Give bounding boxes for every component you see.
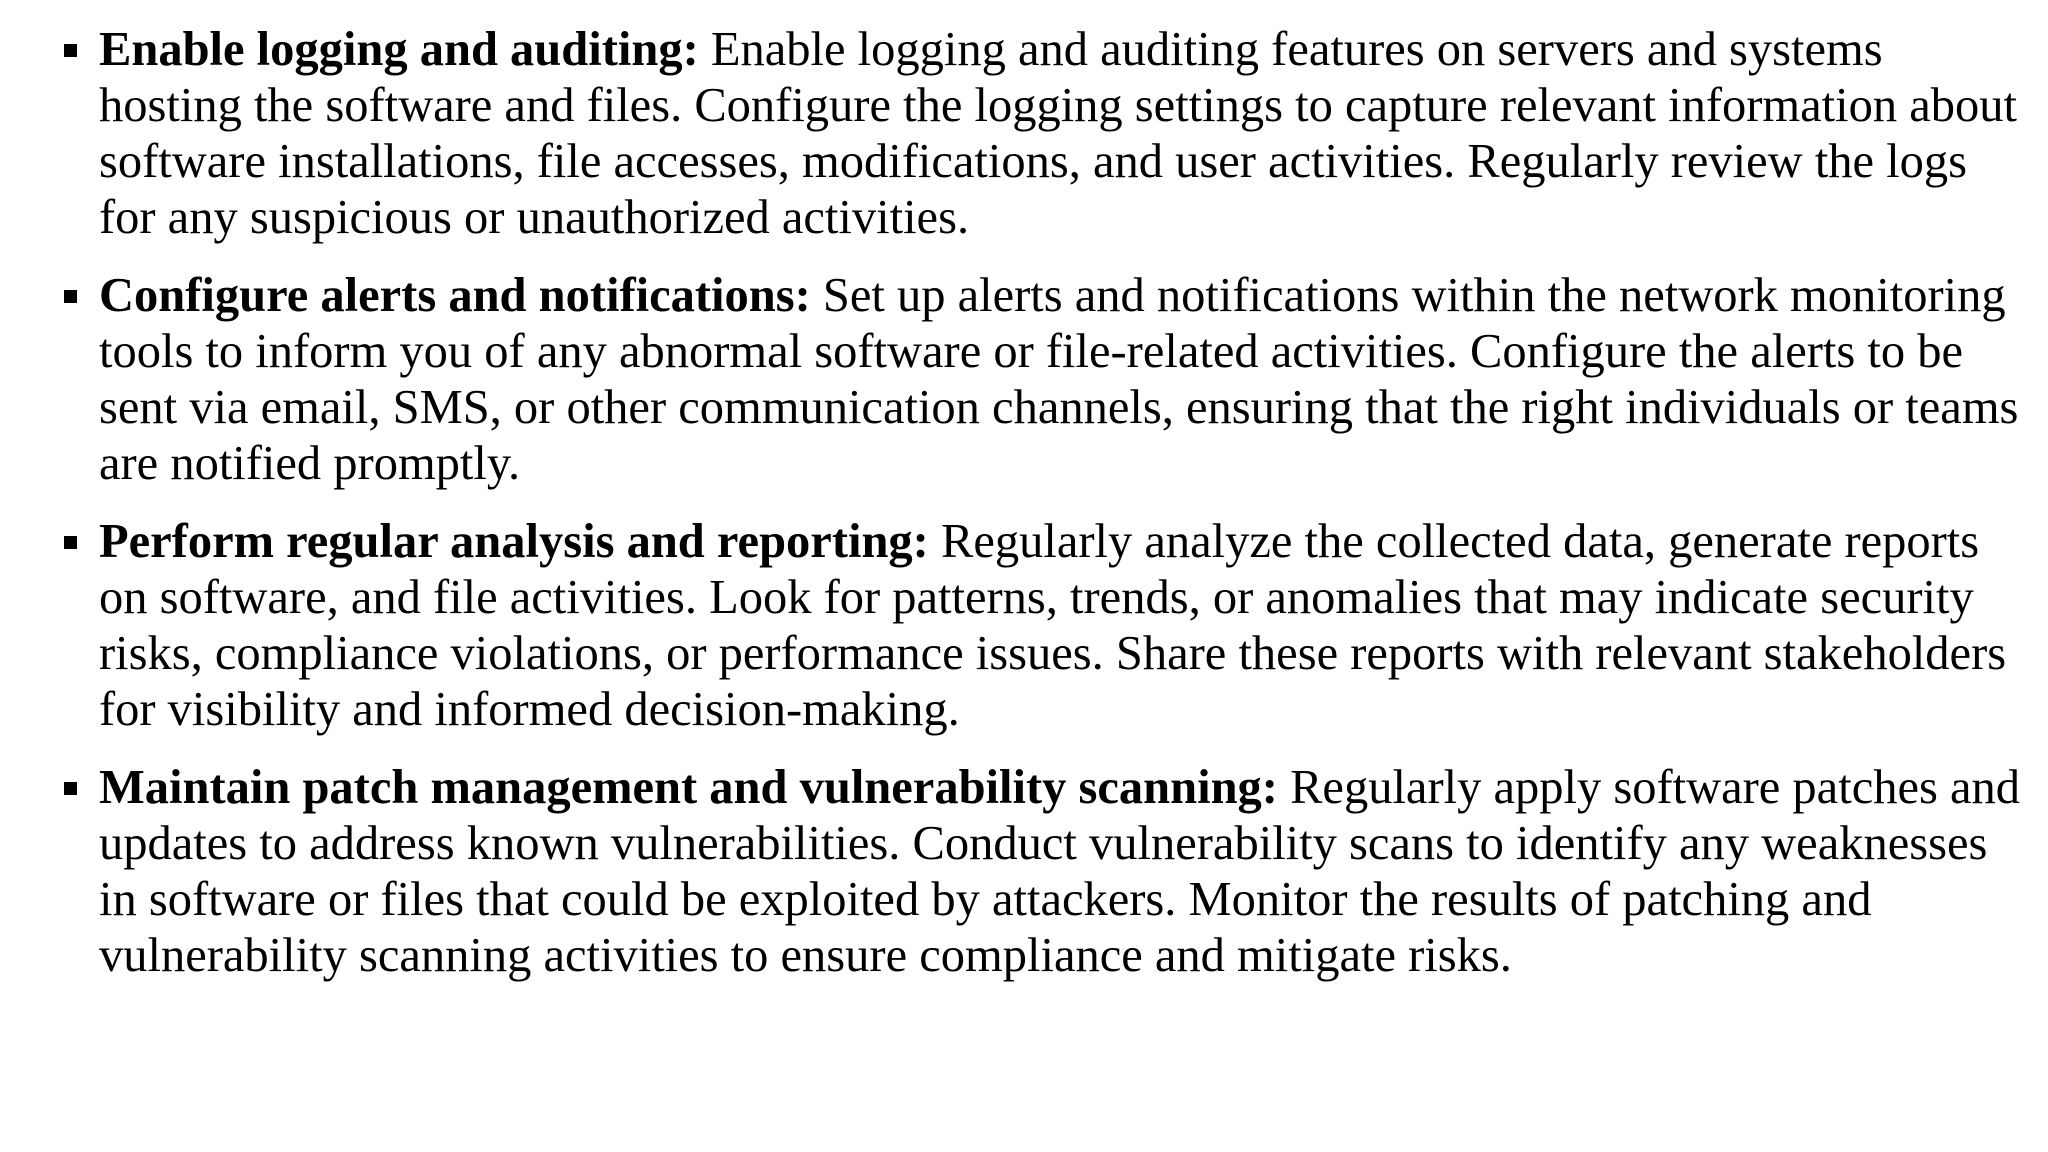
square-bullet-icon: [64, 290, 77, 303]
bullet-heading: Configure alerts and notifications:: [99, 269, 811, 322]
bullet-heading: Perform regular analysis and reporting:: [99, 515, 929, 568]
bullet-body: Regularly analyze the collected data, generate reports on software, and file activities. Look for patterns, trends, or anomalies that may indicate security risks, compliance violations, or performance issues. Share these reports with relevant stakeholders for visibility and informed decision-making.: [99, 515, 2007, 736]
square-bullet-icon: [64, 782, 77, 795]
bullet-list: [56, 22, 2031, 1006]
bullet-body: Regularly apply software patches and updates to address known vulnerabilities. Conduct vulnerability scans to identify any weaknesses in software or files that could be exploited by attackers. Monitor the results of patching and vulnerability scanning activities to ensure compliance and mitigate risks.: [99, 761, 2021, 982]
bullet-item-patching: [56, 760, 2031, 984]
bullet-heading: Enable logging and auditing:: [99, 23, 699, 76]
square-bullet-icon: [64, 44, 77, 57]
bullet-item-alerts: [56, 268, 2031, 492]
bullet-item-analysis: [56, 514, 2031, 738]
bullet-body: Set up alerts and notifications within the network monitoring tools to inform you of any abnormal software or file-related activities. Configure the alerts to be sent via email, SMS, or other communication channels, ensuring that the right individuals or teams are notified promptly.: [99, 269, 2019, 490]
bullet-heading: Maintain patch management and vulnerability scanning:: [99, 761, 1278, 814]
bullet-item-logging: [56, 22, 2031, 246]
bullet-body: Enable logging and auditing features on servers and systems hosting the software and files. Configure the logging settings to capture relevant information about software installations, file accesses, modifications, and user activities. Regularly review the logs for any suspicious or unauthorized activities.: [99, 23, 2017, 244]
square-bullet-icon: [64, 536, 77, 549]
